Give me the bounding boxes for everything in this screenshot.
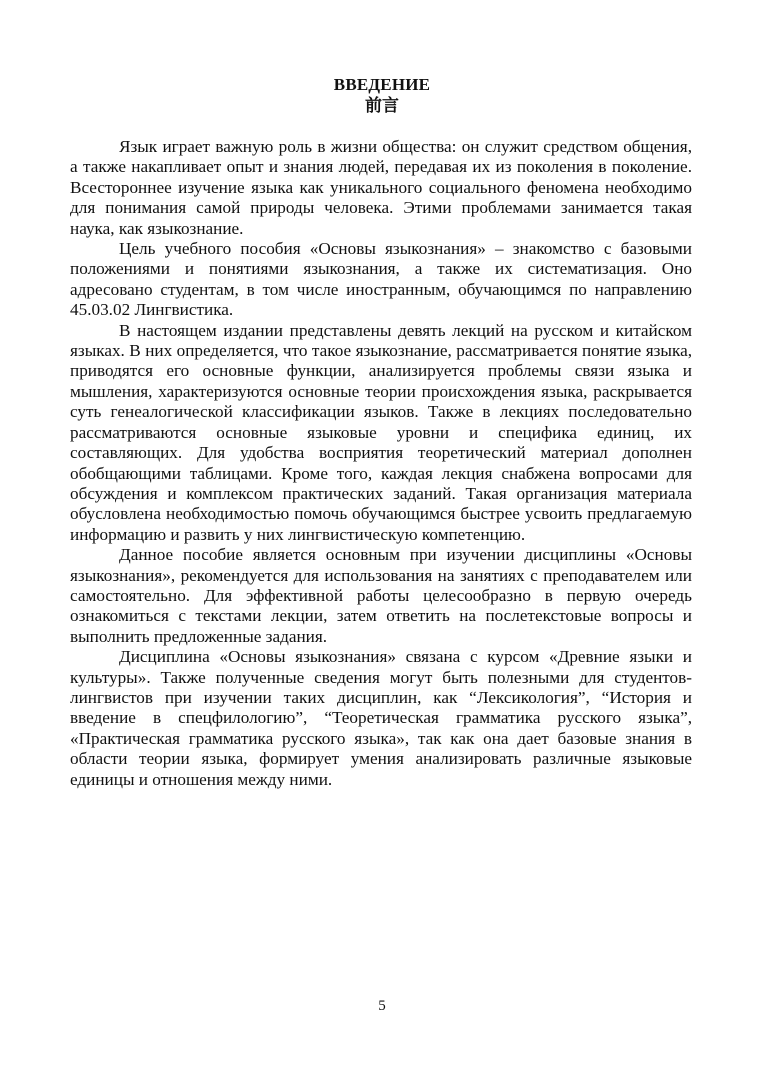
paragraph-4: Данное пособие является основным при изучении дисциплины «Основы языкознания», рекомендуется для использования на занятиях с преподавателем или самостоятельно. Для эффективной работы целесообразно в первую очередь ознакомиться с текстами лекции, затем ответить на послетекстовые вопросы и выполнить предложенные задания. xyxy=(70,545,692,646)
page-number: 5 xyxy=(378,998,386,1014)
page-subtitle-chinese: 前言 xyxy=(365,96,399,115)
page-title: ВВЕДЕНИЕ xyxy=(333,75,431,94)
paragraph-3: В настоящем издании представлены девять лекций на русском и китайском языках. В них определяется, что такое языкознание, рассматривается понятие языка, приводятся его основные функции, анализируется проблемы связи языка и мышления, характеризуются основные теории происхождения языка, раскрывается суть генеалогической классификации языков. Также в лекциях последовательно рассматриваются основные языковые уровни и специфика единиц, их составляющих. Для удобства восприятия теоретический материал дополнен обобщающими таблицами. Кроме того, каждая лекция снабжена вопросами для обсуждения и комплексом практических заданий. Такая организация материала обусловлена необходимостью помочь обучающимся быстрее усвоить предлагаемую информацию и развить у них лингвистическую компетенцию. xyxy=(70,320,692,544)
paragraph-1: Язык играет важную роль в жизни общества: он служит средством общения, а также накапливает опыт и знания людей, передавая их из поколения в поколение. Всестороннее изучение языка как уникального социального феномена необходимо для понимания самой природы человека. Этими проблемами занимается такая наука, как языкознание. xyxy=(70,137,692,238)
body-text xyxy=(70,137,692,790)
paragraph-2: Цель учебного пособия «Основы языкознания» – знакомство с базовыми положениями и понятиями языкознания, а также их систематизация. Оно адресовано студентам, в том числе иностранным, обучающимся по направлению 45.03.02 Лингвистика. xyxy=(70,239,692,320)
paragraph-5: Дисциплина «Основы языкознания» связана с курсом «Древние языки и культуры». Также полученные сведения могут быть полезными для студентов-лингвистов при изучении таких дисциплин, как “Лексикология”, “История и введение в спецфилологию”, “Теоретическая грамматика русского языка”, «Практическая грамматика русского языка», так как она дает базовые знания в области теории языка, формирует умения анализировать различные языковые единицы и отношения между ними. xyxy=(70,647,692,789)
